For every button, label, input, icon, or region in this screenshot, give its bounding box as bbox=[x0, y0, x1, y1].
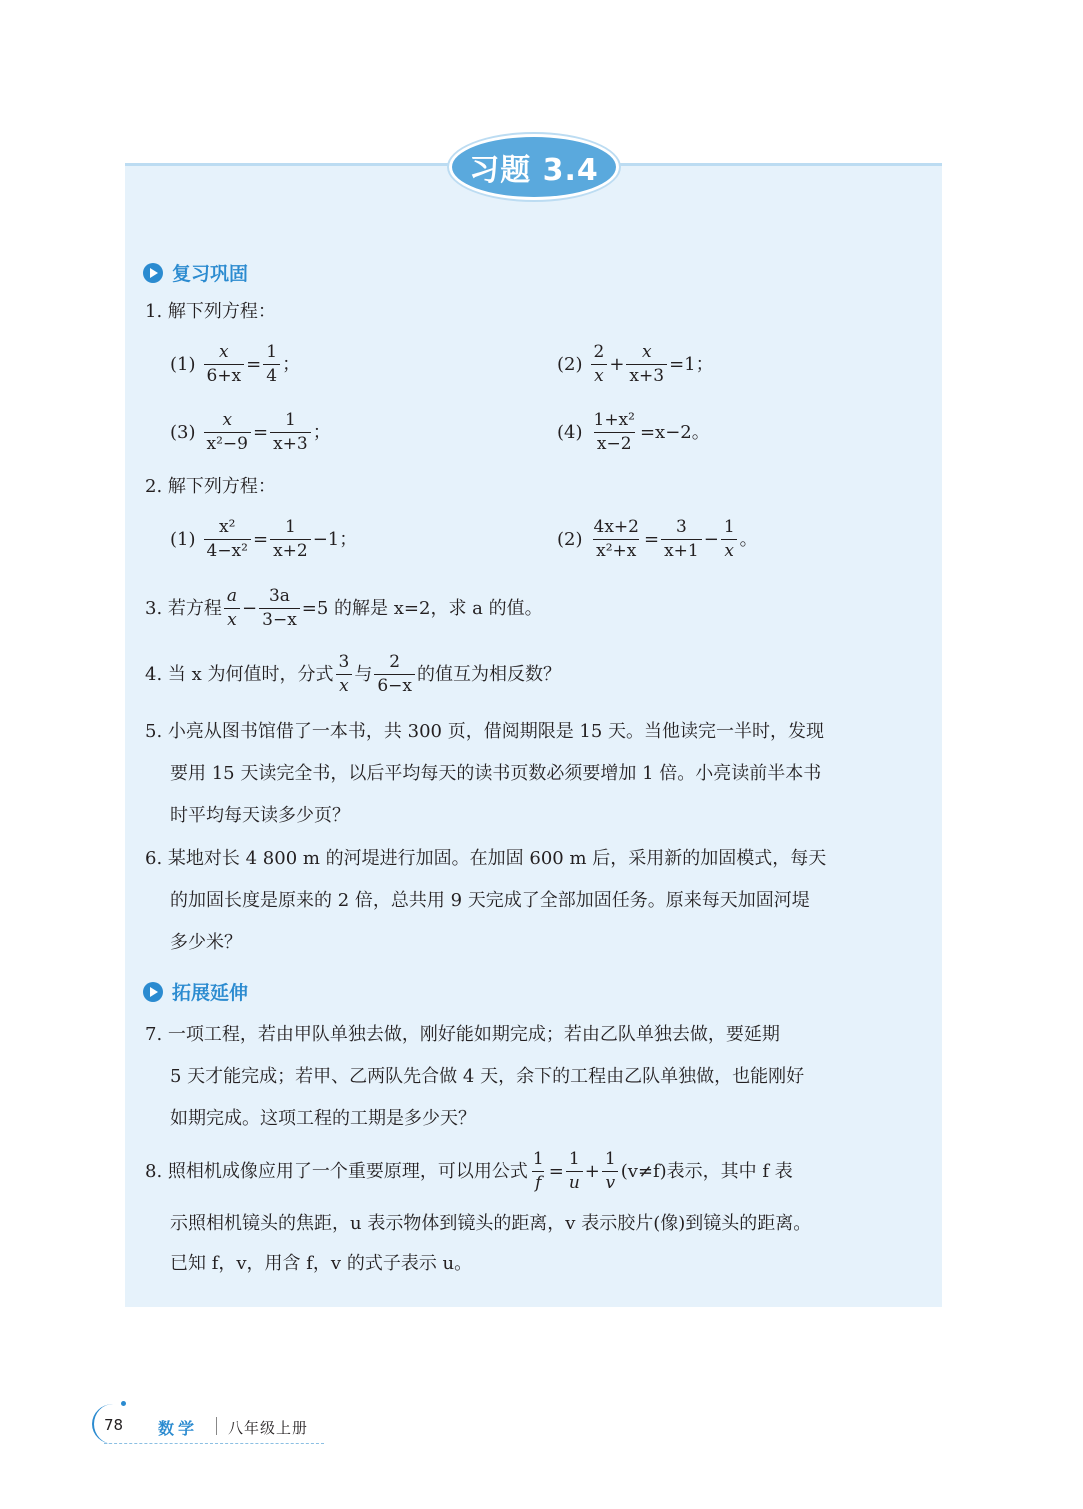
fraction: $\frac{a}{x}$ bbox=[224, 587, 240, 630]
exercise-title: 习题 3.4 bbox=[452, 137, 616, 197]
fraction: $\frac{2}{x}$ bbox=[591, 343, 608, 386]
play-arrow-icon bbox=[143, 263, 163, 283]
fraction: $\frac{3}{x+1}$ bbox=[661, 518, 702, 561]
q7-line2: 5 天才能完成；若甲、乙两队先合做 4 天，余下的工程由乙队单独做，也能刚好 bbox=[170, 1066, 805, 1087]
q2-stem: 2. 解下列方程： bbox=[145, 476, 276, 497]
fraction: $\frac{\text{1+x²}}{x-2}$ bbox=[593, 410, 635, 454]
footer-grade: 八年级上册 bbox=[228, 1419, 309, 1437]
q2-part1: (1) $\frac{\text{x²}}{\text{4−x²}}$ = $\frac{1}{x+2}$ −1； bbox=[170, 517, 358, 561]
footer-rule bbox=[104, 1443, 324, 1444]
page-number: 78 bbox=[104, 1416, 124, 1434]
q8-line1: 8. 照相机成像应用了一个重要原理，可以用公式 $\frac{1}{f}$ = $\frac{1}{u}$ + $\frac{1}{v}$ (v≠f)表示，其中 f 表 bbox=[145, 1149, 793, 1193]
section-review bbox=[143, 259, 248, 286]
fraction: $\frac{x}{6+x}$ bbox=[204, 343, 245, 386]
section-extend bbox=[143, 978, 248, 1005]
q3: 3. 若方程 $\frac{a}{x}$ − $\frac{3a}{3-x}$ =5 的解是 x=2，求 a 的值。 bbox=[145, 586, 543, 630]
q8-line2: 示照相机镜头的焦距，u 表示物体到镜头的距离，v 表示胶片(像)到镜头的距离。 bbox=[170, 1213, 812, 1234]
q1-part3: (3) $\frac{x}{\text{x²−9}}$ = $\frac{1}{x+3}$ ； bbox=[170, 410, 331, 454]
fraction: $\frac{1}{f}$ bbox=[532, 1149, 544, 1193]
q2-part2: (2) $\frac{4x+2}{\text{x²+x}}$ = $\frac{3}{x+1}$ − $\frac{1}{x}$ 。 bbox=[557, 517, 758, 561]
q6-line3: 多少米？ bbox=[170, 932, 242, 953]
q1-stem: 1. 解下列方程： bbox=[145, 301, 276, 322]
fraction: $\frac{1}{4}$ bbox=[263, 343, 280, 386]
fraction: $\frac{1}{u}$ bbox=[566, 1150, 583, 1193]
q7-line3: 如期完成。这项工程的工期是多少天？ bbox=[170, 1108, 476, 1129]
q1-part2: (2) $\frac{2}{x}$ + $\frac{x}{x+3}$ =1； bbox=[557, 342, 714, 386]
q6-line2: 的加固长度是原来的 2 倍，总共用 9 天完成了全部加固任务。原来每天加固河堤 bbox=[170, 890, 810, 911]
q4: 4. 当 x 为何值时，分式 $\frac{3}{x}$ 与 $\frac{2}{6-x}$ 的值互为相反数？ bbox=[145, 652, 561, 696]
q1-part1: (1) $\frac{x}{6+x}$ = $\frac{1}{4}$ ； bbox=[170, 342, 301, 386]
q7-line1: 7. 一项工程，若由甲队单独去做，刚好能如期完成；若由乙队单独去做，要延期 bbox=[145, 1024, 780, 1045]
play-arrow-icon bbox=[143, 982, 163, 1002]
fraction: $\frac{x}{\text{x²−9}}$ bbox=[204, 411, 251, 454]
fraction: $\frac{3}{x}$ bbox=[336, 653, 353, 696]
section-extend-label: 拓展延伸 bbox=[172, 982, 249, 1004]
fraction: $\frac{1}{x+3}$ bbox=[270, 411, 311, 454]
fraction: $\frac{x}{x+3}$ bbox=[626, 343, 667, 386]
q6-line1: 6. 某地对长 4 800 m 的河堤进行加固。在加固 600 m 后，采用新的加固模式，每天 bbox=[145, 848, 827, 869]
q5-line1: 5. 小亮从图书馆借了一本书，共 300 页，借阅期限是 15 天。当他读完一半时，发现 bbox=[145, 721, 825, 742]
fraction: $\frac{4x+2}{\text{x²+x}}$ bbox=[593, 517, 639, 561]
q5-line3: 时平均每天读多少页？ bbox=[170, 805, 350, 826]
section-review-label: 复习巩固 bbox=[172, 263, 249, 285]
q1-part4: (4) $\frac{\text{1+x²}}{x-2}$ =x−2。 bbox=[557, 410, 710, 454]
fraction: $\frac{3a}{3-x}$ bbox=[259, 587, 300, 630]
fraction: $\frac{2}{6-x}$ bbox=[374, 653, 415, 696]
footer-separator bbox=[216, 1417, 217, 1435]
fraction: $\frac{\text{x²}}{\text{4−x²}}$ bbox=[204, 518, 251, 561]
fraction: $\frac{1}{v}$ bbox=[602, 1150, 619, 1193]
fraction: $\frac{1}{x}$ bbox=[721, 518, 738, 561]
q8-line3: 已知 f，v，用含 f，v 的式子表示 u。 bbox=[170, 1253, 473, 1274]
footer-dot-decoration bbox=[121, 1401, 126, 1406]
q5-line2: 要用 15 天读完全书，以后平均每天的读书页数必须要增加 1 倍。小亮读前半本书 bbox=[170, 763, 822, 784]
fraction: $\frac{1}{x+2}$ bbox=[270, 518, 311, 561]
footer-subject: 数学 bbox=[158, 1419, 199, 1438]
